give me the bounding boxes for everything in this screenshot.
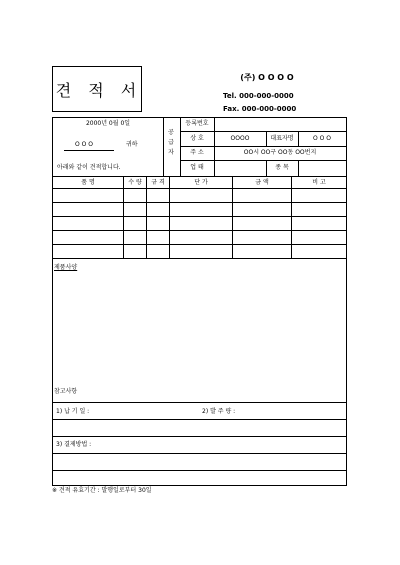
recipient-name: O O O — [75, 141, 93, 148]
col-header-qty: 수 량 — [128, 179, 142, 186]
company-label: 상 호 — [190, 135, 204, 142]
estimate-note: 아래와 같이 견적합니다. — [57, 164, 121, 171]
company-fax: Fax. 000-000-0000 — [223, 105, 297, 113]
col-header-item: 품 명 — [81, 179, 95, 186]
product-spec-label: 제품사양 — [54, 264, 78, 271]
estimate-form — [52, 117, 347, 486]
validity-note: ※ 견적 유효기간 : 발행일로부터 30일 — [52, 487, 152, 494]
address-label: 주 소 — [190, 149, 204, 156]
delivery-date-label: 1) 납 기 일 : — [56, 408, 90, 415]
order-quantity-label: 2) 발 주 량 : — [202, 408, 236, 415]
item-label: 종 목 — [275, 164, 289, 171]
col-header-remarks: 비 고 — [312, 179, 326, 186]
company-tel: Tel. 000-000-0000 — [223, 92, 294, 100]
address-value: OO시 OO구 OO동 OO번지 — [243, 149, 317, 156]
business-label: 업 태 — [190, 164, 204, 171]
ceo-label: 대표자명 — [270, 135, 294, 142]
reference-label: 참고사항 — [54, 388, 78, 395]
company-value: OOOO — [230, 135, 250, 142]
payment-method-label: 3) 결제방법 : — [56, 441, 92, 448]
supplier-side-label: 공 급 자 — [168, 129, 174, 156]
reg-no-label: 등록번호 — [185, 120, 209, 127]
col-header-spec: 규 격 — [151, 179, 165, 186]
estimate-date: 2000년 0월 0일 — [85, 120, 131, 127]
col-header-amount: 금 액 — [255, 179, 269, 186]
company-name: (주) O O O O — [240, 73, 294, 82]
col-header-unit-price: 단 가 — [194, 179, 208, 186]
ceo-value: O O O — [313, 135, 331, 142]
recipient-honorific: 귀하 — [126, 141, 138, 148]
document-title: 견 적 서 — [55, 81, 143, 100]
